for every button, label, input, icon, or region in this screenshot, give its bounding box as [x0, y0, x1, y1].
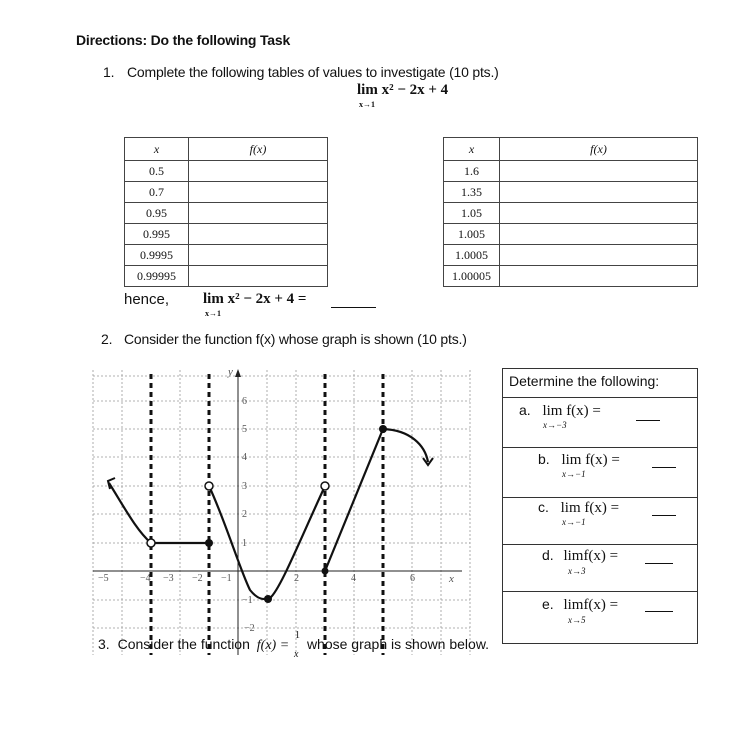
y-tick: 6 [242, 396, 247, 407]
y-axis-arrow-icon [235, 369, 241, 377]
table-left [124, 137, 328, 287]
item-c-expression: lim f(x) = [560, 500, 620, 516]
table-left-x-cell: 0.9995 [125, 245, 189, 266]
y-tick: 4 [242, 452, 247, 463]
table-left-fx-cell[interactable] [189, 182, 328, 203]
item-a-letter: a. [519, 402, 531, 418]
y-tick: 3 [242, 481, 247, 492]
x-tick: 2 [294, 573, 299, 584]
y-tick: 2 [242, 509, 247, 520]
table-right-fx-cell[interactable] [500, 245, 698, 266]
table-right-fx-cell[interactable] [500, 161, 698, 182]
y-tick: 1 [242, 538, 247, 549]
item-e [542, 596, 619, 625]
table-right-x-cell: 1.0005 [444, 245, 500, 266]
y-tick: −2 [244, 623, 255, 634]
item-a [519, 402, 601, 430]
hence-expression: lim x² − 2x + 4 = [203, 291, 307, 307]
table-right-fx-cell[interactable] [500, 266, 698, 287]
table-left-fx-cell[interactable] [189, 266, 328, 287]
hence-subscript: x→1 [205, 309, 221, 318]
open-point [321, 482, 329, 490]
item-e-subscript: x→5 [568, 615, 586, 625]
item-e-answer-blank[interactable] [645, 611, 673, 612]
table-right-x-cell: 1.005 [444, 224, 500, 245]
x-tick-labels [98, 573, 415, 584]
q2-number: 2. [101, 331, 113, 347]
x-tick: −1 [221, 573, 232, 584]
y-tick: 5 [242, 424, 247, 435]
hence-label: hence, [124, 291, 170, 308]
q3-function: f(x) = [256, 638, 290, 653]
item-b [538, 451, 620, 479]
q1-text: Complete the following tables of values to investigate (10 pts.) [127, 64, 499, 80]
q3-fraction [293, 630, 303, 660]
q3-text-a: Consider the function [117, 636, 250, 652]
item-d-expression: limf(x) = [563, 548, 619, 564]
x-tick: −5 [98, 573, 109, 584]
curve-parabola-left [209, 486, 270, 599]
q1-limit-subscript: x→1 [359, 100, 375, 109]
function-graph [90, 362, 490, 662]
determine-title: Determine the following: [502, 368, 698, 398]
closed-point [264, 595, 272, 603]
q3-line [98, 630, 490, 660]
closed-point [322, 568, 329, 575]
closed-point [379, 425, 387, 433]
q2-text: Consider the function f(x) whose graph is shown (10 pts.) [124, 331, 467, 347]
table-left-header-fx: f(x) [189, 138, 328, 161]
item-d-letter: d. [542, 547, 554, 563]
q3-text-b: whose graph is shown below. [306, 636, 490, 652]
x-tick: −3 [163, 573, 174, 584]
item-c-answer-blank[interactable] [652, 515, 676, 516]
x-tick: −2 [192, 573, 203, 584]
table-left-x-cell: 0.95 [125, 203, 189, 224]
item-c-subscript: x→−1 [562, 517, 586, 527]
item-c-letter: c. [538, 499, 549, 515]
item-b-subscript: x→−1 [562, 469, 586, 479]
table-right-header-x: x [444, 138, 500, 161]
x-tick: 4 [351, 573, 356, 584]
table-right-fx-cell[interactable] [500, 224, 698, 245]
item-b-letter: b. [538, 451, 550, 467]
table-left-x-cell: 0.99995 [125, 266, 189, 287]
item-e-expression: limf(x) = [563, 597, 619, 613]
q3-fraction-denominator: x [294, 649, 299, 660]
table-left-fx-cell[interactable] [189, 224, 328, 245]
table-right-x-cell: 1.00005 [444, 266, 500, 287]
table-right-fx-cell[interactable] [500, 182, 698, 203]
q3-number: 3. [98, 636, 110, 652]
x-axis-label: x [449, 573, 454, 585]
curve-left-branch [109, 483, 151, 543]
table-left-fx-cell[interactable] [189, 161, 328, 182]
item-a-answer-blank[interactable] [636, 420, 660, 421]
hence-answer-blank[interactable] [331, 307, 376, 308]
item-b-answer-blank[interactable] [652, 467, 676, 468]
table-right [443, 137, 698, 287]
table-left-fx-cell[interactable] [189, 203, 328, 224]
table-right-fx-cell[interactable] [500, 203, 698, 224]
open-point [147, 539, 155, 547]
table-right-header-fx: f(x) [500, 138, 698, 161]
item-b-expression: lim f(x) = [561, 452, 620, 468]
table-left-header-x: x [125, 138, 189, 161]
item-a-expression: lim f(x) = [542, 403, 601, 419]
item-d [542, 547, 619, 576]
y-tick-labels [242, 396, 255, 634]
table-left-x-cell: 0.5 [125, 161, 189, 182]
open-point [205, 482, 213, 490]
table-right-x-cell: 1.6 [444, 161, 500, 182]
closed-point [205, 539, 213, 547]
item-d-answer-blank[interactable] [645, 563, 673, 564]
x-tick: 6 [410, 573, 415, 584]
item-c [538, 499, 620, 527]
q1-number: 1. [103, 64, 115, 80]
table-left-x-cell: 0.7 [125, 182, 189, 203]
item-d-subscript: x→3 [568, 566, 586, 576]
y-axis-label: y [228, 366, 233, 378]
item-e-letter: e. [542, 596, 554, 612]
q3-fraction-numerator: 1 [295, 630, 301, 641]
table-right-x-cell: 1.35 [444, 182, 500, 203]
table-left-x-cell: 0.995 [125, 224, 189, 245]
item-a-subscript: x→−3 [543, 420, 567, 430]
y-tick: −1 [242, 595, 253, 606]
q1-limit-expression: lim x² − 2x + 4 [357, 82, 449, 98]
function-curve [109, 429, 428, 599]
x-tick: −4 [140, 573, 151, 584]
table-left-fx-cell[interactable] [189, 245, 328, 266]
directions-heading: Directions: Do the following Task [76, 32, 291, 48]
table-right-x-cell: 1.05 [444, 203, 500, 224]
